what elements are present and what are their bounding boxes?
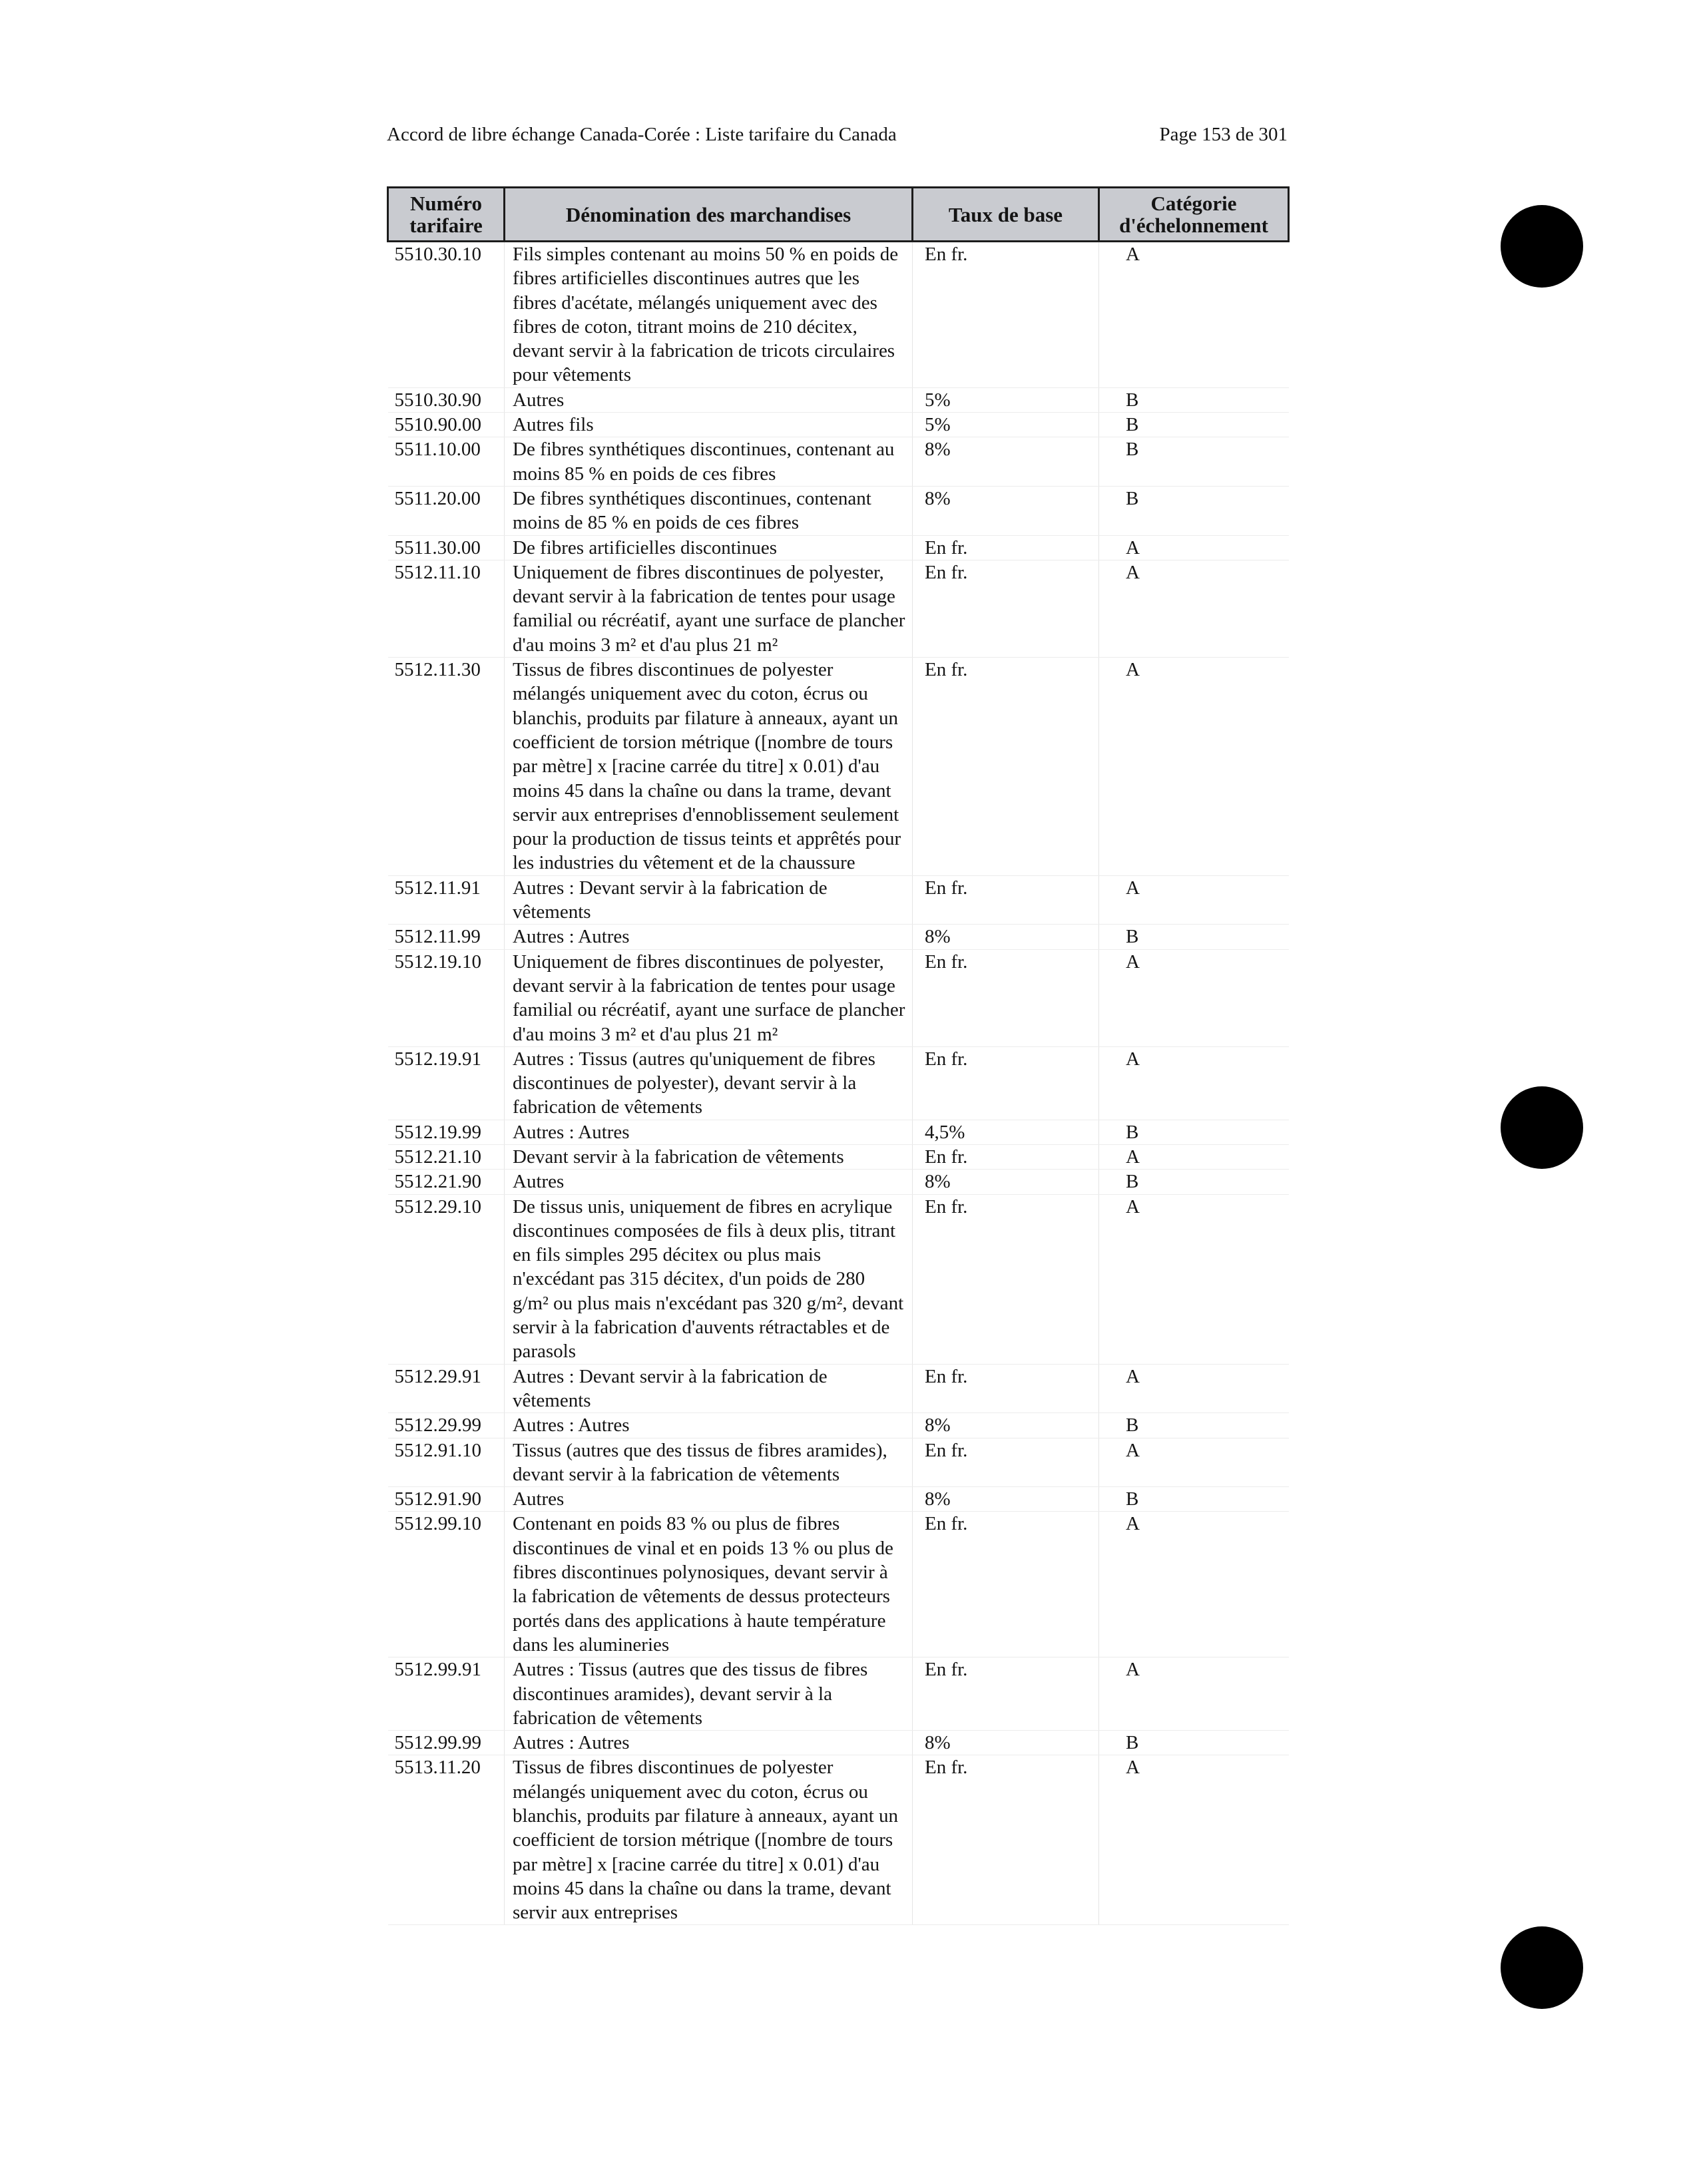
table-row [388, 1046, 1289, 1120]
table-row [388, 486, 1289, 535]
description-cell: Contenant en poids 83 % ou plus de fibres discontinues de vinal et en poids 13 % ou plus de fibres discontinues polynosiques, devant servir à la fabrication de vêtements de dessus protecteurs portés dans des applications à haute température dans les alumineries [505, 1512, 913, 1657]
description-cell: Fils simples contenant au moins 50 % en poids de fibres artificielles discontinues autres que les fibres d'acétate, mélangés uniquement avec des fibres de coton, titrant moins de 210 décitex, devant servir à la fabrication de tricots circulaires pour vêtements [505, 242, 913, 388]
description-cell: De tissus unis, uniquement de fibres en acrylique discontinues composées de fils à deux plis, titrant en fils simples 295 décitex ou plus mais n'excédant pas 315 décitex, d'un poids de 280 g/m² ou plus mais n'excédant pas 320 g/m², devant servir à la fabrication d'auvents rétractables et de parasols [505, 1194, 913, 1364]
description-cell: Autres : Tissus (autres que des tissus de fibres discontinues aramides), devant servir à la fabrication de vêtements [505, 1657, 913, 1731]
base-rate-cell: En fr. [913, 949, 1099, 1046]
column-header-tariff-number: Numéro tarifaire [388, 188, 505, 242]
base-rate-cell: En fr. [913, 875, 1099, 925]
staging-category-cell: A [1099, 949, 1289, 1046]
tariff-number-cell: 5512.91.10 [388, 1438, 505, 1487]
table-row [388, 1364, 1289, 1413]
base-rate-cell: En fr. [913, 1144, 1099, 1169]
tariff-number-cell: 5512.99.91 [388, 1657, 505, 1731]
base-rate-cell: En fr. [913, 1438, 1099, 1487]
base-rate-cell: En fr. [913, 1194, 1099, 1364]
table-row [388, 1194, 1289, 1364]
tariff-number-cell: 5512.99.10 [388, 1512, 505, 1657]
tariff-number-cell: 5512.99.99 [388, 1731, 505, 1755]
table-row [388, 1657, 1289, 1731]
staging-category-cell: B [1099, 1413, 1289, 1438]
table-row [388, 925, 1289, 949]
page-number: Page 153 de 301 [1159, 124, 1288, 145]
staging-category-cell: B [1099, 437, 1289, 487]
staging-category-cell: A [1099, 1657, 1289, 1731]
tariff-number-cell: 5512.29.10 [388, 1194, 505, 1364]
description-cell: Autres : Autres [505, 925, 913, 949]
table-row [388, 1413, 1289, 1438]
tariff-number-cell: 5512.29.99 [388, 1413, 505, 1438]
staging-category-cell: A [1099, 1438, 1289, 1487]
base-rate-cell: En fr. [913, 1657, 1099, 1731]
description-cell: Autres [505, 387, 913, 412]
description-cell: Tissus de fibres discontinues de polyester mélangés uniquement avec du coton, écrus ou blanchis, produits par filature à anneaux, ayant un coefficient de torsion métrique ([nombre de tours par mètre] x [racine carrée du titre] x 0.01) d'au moins 45 dans la chaîne ou dans la trame, devant servir aux entreprises [505, 1755, 913, 1925]
tariff-number-cell: 5511.30.00 [388, 535, 505, 560]
table-row [388, 387, 1289, 412]
base-rate-cell: En fr. [913, 1364, 1099, 1413]
tariff-number-cell: 5512.19.91 [388, 1046, 505, 1120]
description-cell: Uniquement de fibres discontinues de polyester, devant servir à la fabrication de tentes pour usage familial ou récréatif, ayant une surface de plancher d'au moins 3 m² et d'au plus 21 m² [505, 949, 913, 1046]
tariff-number-cell: 5510.30.10 [388, 242, 505, 388]
description-cell: Autres fils [505, 413, 913, 437]
staging-category-cell: A [1099, 1194, 1289, 1364]
base-rate-cell: 5% [913, 387, 1099, 412]
staging-category-cell: B [1099, 1170, 1289, 1194]
staging-category-cell: A [1099, 875, 1289, 925]
table-row [388, 535, 1289, 560]
table-header-row [388, 188, 1289, 242]
staging-category-cell: A [1099, 1364, 1289, 1413]
tariff-number-cell: 5510.90.00 [388, 413, 505, 437]
table-row [388, 242, 1289, 388]
base-rate-cell: En fr. [913, 1755, 1099, 1925]
description-cell: Devant servir à la fabrication de vêtements [505, 1144, 913, 1169]
staging-category-cell: A [1099, 658, 1289, 876]
tariff-number-cell: 5512.19.99 [388, 1120, 505, 1144]
description-cell: Autres [505, 1170, 913, 1194]
tariff-table-body [388, 242, 1289, 1925]
staging-category-cell: B [1099, 925, 1289, 949]
description-cell: Autres : Autres [505, 1413, 913, 1438]
base-rate-cell: 8% [913, 925, 1099, 949]
tariff-number-cell: 5512.21.10 [388, 1144, 505, 1169]
description-cell: Uniquement de fibres discontinues de polyester, devant servir à la fabrication de tentes pour usage familial ou récréatif, ayant une surface de plancher d'au moins 3 m² et d'au plus 21 m² [505, 560, 913, 657]
description-cell: Autres : Devant servir à la fabrication de vêtements [505, 875, 913, 925]
description-cell: Tissus de fibres discontinues de polyester mélangés uniquement avec du coton, écrus ou blanchis, produits par filature à anneaux, ayant un coefficient de torsion métrique ([nombre de tours par mètre] x [racine carrée du titre] x 0.01) d'au moins 45 dans la chaîne ou dans la trame, devant servir aux entreprises d'ennoblissement seulement pour la production de tissus teints et apprêtés pour les industries du vêtement et de la chaussure [505, 658, 913, 876]
staging-category-cell: A [1099, 1144, 1289, 1169]
description-cell: Autres : Tissus (autres qu'uniquement de fibres discontinues de polyester), devant servir à la fabrication de vêtements [505, 1046, 913, 1120]
base-rate-cell: En fr. [913, 1046, 1099, 1120]
punch-hole-middle [1501, 1086, 1583, 1169]
description-cell: Autres : Autres [505, 1731, 913, 1755]
tariff-number-cell: 5512.91.90 [388, 1487, 505, 1512]
staging-category-cell: B [1099, 486, 1289, 535]
description-cell: Autres [505, 1487, 913, 1512]
tariff-number-cell: 5512.19.10 [388, 949, 505, 1046]
table-row [388, 560, 1289, 657]
staging-category-cell: B [1099, 1731, 1289, 1755]
staging-category-cell: A [1099, 535, 1289, 560]
punch-hole-top [1501, 205, 1583, 288]
description-cell: De fibres artificielles discontinues [505, 535, 913, 560]
staging-category-cell: A [1099, 560, 1289, 657]
base-rate-cell: 8% [913, 437, 1099, 487]
table-row [388, 437, 1289, 487]
table-row [388, 1438, 1289, 1487]
base-rate-cell: 8% [913, 1487, 1099, 1512]
table-row [388, 875, 1289, 925]
base-rate-cell: En fr. [913, 535, 1099, 560]
base-rate-cell: 8% [913, 486, 1099, 535]
staging-category-cell: A [1099, 1755, 1289, 1925]
base-rate-cell: 8% [913, 1731, 1099, 1755]
table-row [388, 949, 1289, 1046]
tariff-number-cell: 5512.11.10 [388, 560, 505, 657]
description-cell: Tissus (autres que des tissus de fibres aramides), devant servir à la fabrication de vêtements [505, 1438, 913, 1487]
base-rate-cell: 4,5% [913, 1120, 1099, 1144]
table-row [388, 1170, 1289, 1194]
table-row [388, 658, 1289, 876]
table-row [388, 1487, 1289, 1512]
punch-hole-bottom [1501, 1926, 1583, 2009]
tariff-table [387, 186, 1290, 1925]
description-cell: De fibres synthétiques discontinues, contenant moins de 85 % en poids de ces fibres [505, 486, 913, 535]
staging-category-cell: B [1099, 413, 1289, 437]
base-rate-cell: En fr. [913, 242, 1099, 388]
tariff-number-cell: 5511.20.00 [388, 486, 505, 535]
column-header-staging-category: Catégorie d'échelonnement [1099, 188, 1289, 242]
staging-category-cell: A [1099, 242, 1289, 388]
description-cell: Autres : Devant servir à la fabrication de vêtements [505, 1364, 913, 1413]
table-row [388, 1144, 1289, 1169]
tariff-number-cell: 5513.11.20 [388, 1755, 505, 1925]
table-row [388, 1120, 1289, 1144]
staging-category-cell: A [1099, 1046, 1289, 1120]
description-cell: Autres : Autres [505, 1120, 913, 1144]
base-rate-cell: 5% [913, 413, 1099, 437]
staging-category-cell: B [1099, 387, 1289, 412]
staging-category-cell: B [1099, 1487, 1289, 1512]
table-row [388, 1755, 1289, 1925]
column-header-base-rate: Taux de base [913, 188, 1099, 242]
base-rate-cell: En fr. [913, 658, 1099, 876]
base-rate-cell: 8% [913, 1170, 1099, 1194]
staging-category-cell: A [1099, 1512, 1289, 1657]
table-row [388, 1731, 1289, 1755]
tariff-number-cell: 5510.30.90 [388, 387, 505, 412]
tariff-number-cell: 5511.10.00 [388, 437, 505, 487]
base-rate-cell: En fr. [913, 560, 1099, 657]
base-rate-cell: En fr. [913, 1512, 1099, 1657]
tariff-number-cell: 5512.11.30 [388, 658, 505, 876]
tariff-number-cell: 5512.11.99 [388, 925, 505, 949]
tariff-number-cell: 5512.29.91 [388, 1364, 505, 1413]
staging-category-cell: B [1099, 1120, 1289, 1144]
column-header-description: Dénomination des marchandises [505, 188, 913, 242]
tariff-number-cell: 5512.11.91 [388, 875, 505, 925]
description-cell: De fibres synthétiques discontinues, contenant au moins 85 % en poids de ces fibres [505, 437, 913, 487]
table-row [388, 413, 1289, 437]
base-rate-cell: 8% [913, 1413, 1099, 1438]
table-row [388, 1512, 1289, 1657]
document-title: Accord de libre échange Canada-Corée : Liste tarifaire du Canada [387, 124, 897, 145]
tariff-number-cell: 5512.21.90 [388, 1170, 505, 1194]
